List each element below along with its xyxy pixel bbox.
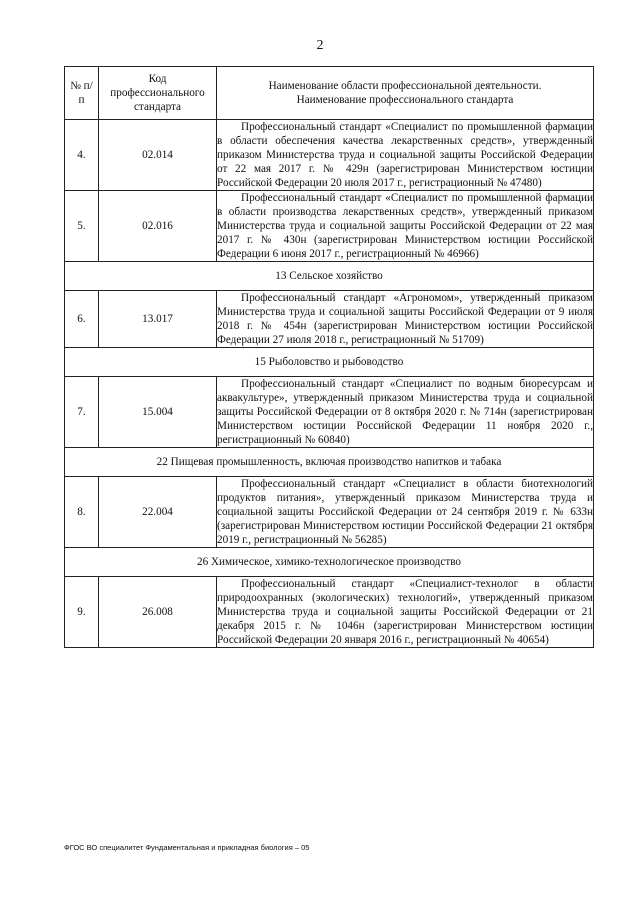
standards-table: [64, 66, 594, 648]
standard-text: Профессиональный стандарт «Специалист-технолог в области природоохранных (экологических) технологий», утвержденный приказом Министерства труда и социальной защиты Российской Федерации от 21 декабря 2015 г. № 1046н (зарегистрирован Министерством юстиции Российской Федерации 20 января 2016 г., регистрационный № 40654): [217, 578, 593, 646]
section-row: [65, 448, 594, 477]
standard-code: 15.004: [99, 377, 217, 448]
standard-text: Профессиональный стандарт «Специалист по промышленной фармации в области обеспечения качества лекарственных средств», утвержденный приказом Министерства труда и социальной защиты Российской Федерации от 22 мая 2017 г. № 429н (зарегистрирован Министерством юстиции Российской Федерации 20 июля 2017 г., регистрационный № 47480): [217, 121, 593, 189]
section-title: 13 Сельское хозяйство: [65, 262, 594, 291]
document-footer: ФГОС ВО специалитет Фундаментальная и прикладная биология – 05: [64, 843, 310, 852]
table-row: [65, 120, 594, 191]
row-number: 4.: [65, 120, 99, 191]
header-name-line2: Наименование профессионального стандарта: [296, 94, 514, 106]
section-title: 26 Химическое, химико-технологическое производство: [65, 548, 594, 577]
section-row: [65, 348, 594, 377]
header-num: № п/п: [65, 67, 99, 120]
table-row: [65, 477, 594, 548]
standard-code: 02.014: [99, 120, 217, 191]
page-number: 2: [316, 38, 324, 53]
standard-description: [217, 120, 594, 191]
standard-description: [217, 377, 594, 448]
standard-description: [217, 191, 594, 262]
header-code: Код профессионального стандарта: [99, 67, 217, 120]
header-name: [217, 67, 594, 120]
section-title: 15 Рыболовство и рыбоводство: [65, 348, 594, 377]
row-number: 9.: [65, 577, 99, 648]
standard-description: [217, 291, 594, 348]
row-number: 7.: [65, 377, 99, 448]
row-number: 6.: [65, 291, 99, 348]
standard-description: [217, 477, 594, 548]
standard-description: [217, 577, 594, 648]
standard-text: Профессиональный стандарт «Агрономом», утвержденный приказом Министерства труда и социальной защиты Российской Федерации от 9 июля 2018 г. № 454н (зарегистрирован Министерством юстиции Российской Федерации 27 июля 2018 г., регистрационный № 51709): [217, 292, 593, 346]
header-name-line1: Наименование области профессиональной деятельности.: [268, 80, 542, 92]
standard-text: Профессиональный стандарт «Специалист в области биотехнологий продуктов питания», утвержденный приказом Министерства труда и социальной защиты Российской Федерации от 24 сентября 2019 г. № 633н (зарегистрирован Министерством юстиции Российской Федерации 21 октября 2019 г., регистрационный № 56285): [217, 478, 593, 546]
row-number: 8.: [65, 477, 99, 548]
standard-code: 02.016: [99, 191, 217, 262]
standard-code: 26.008: [99, 577, 217, 648]
section-title: 22 Пищевая промышленность, включая производство напитков и табака: [65, 448, 594, 477]
standard-code: 22.004: [99, 477, 217, 548]
section-row: [65, 548, 594, 577]
table-row: [65, 191, 594, 262]
table-row: [65, 377, 594, 448]
section-row: [65, 262, 594, 291]
standard-text: Профессиональный стандарт «Специалист по промышленной фармации в области производства лекарственных средств», утвержденный приказом Министерства труда и социальной защиты Российской Федерации от 22 мая 2017 г. № 430н (зарегистрирован Министерством юстиции Российской Федерации 6 июня 2017 г., регистрационный № 46966): [217, 192, 593, 260]
table-row: [65, 291, 594, 348]
standard-code: 13.017: [99, 291, 217, 348]
table-header-row: [65, 67, 594, 120]
standard-text: Профессиональный стандарт «Специалист по водным биоресурсам и аквакультуре», утвержденный приказом Министерства труда и социальной защиты Российской Федерации от 8 октября 2020 г. № 714н (зарегистрирован Министерством юстиции Российской Федерации 11 ноября 2020 г., регистрационный № 60840): [217, 378, 593, 446]
row-number: 5.: [65, 191, 99, 262]
table-row: [65, 577, 594, 648]
